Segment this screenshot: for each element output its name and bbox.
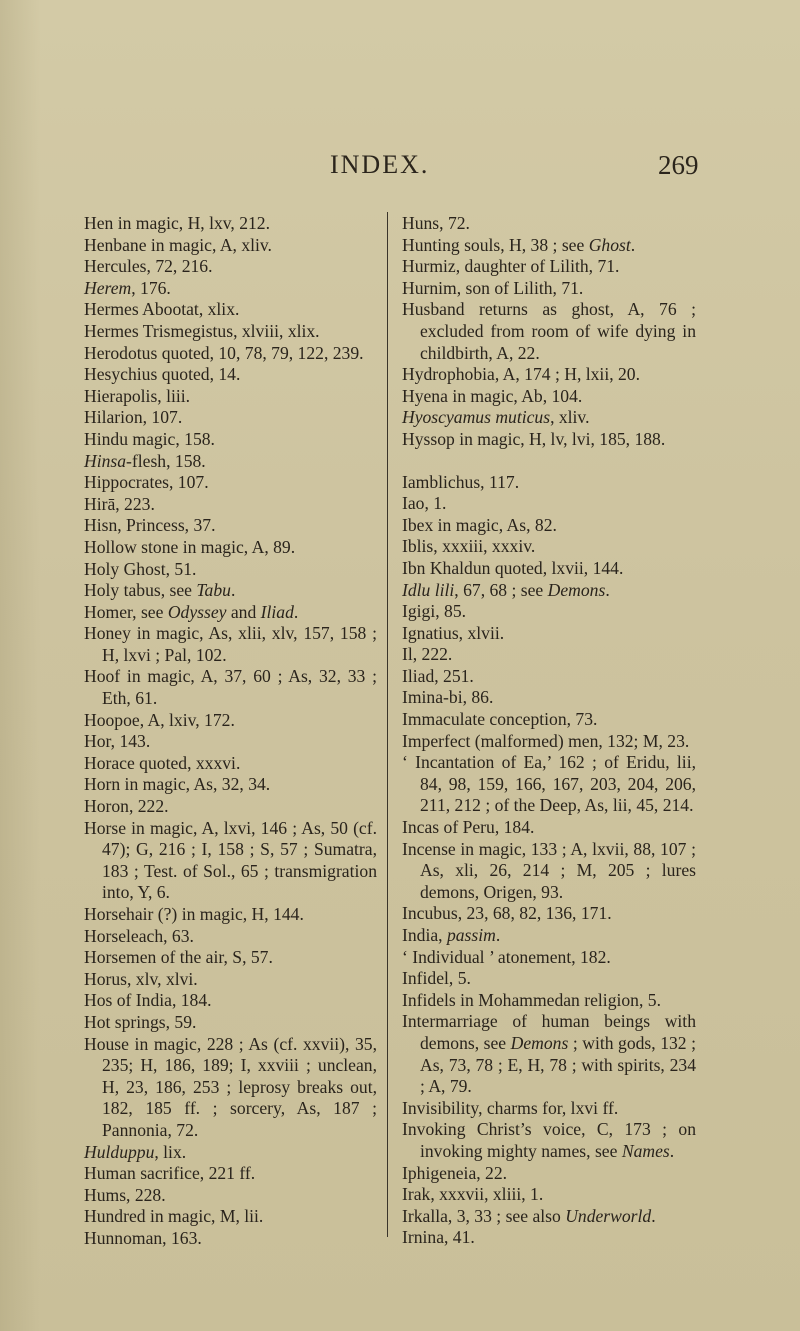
index-entry: [402, 752, 696, 817]
index-entry-text: .: [651, 1205, 656, 1226]
index-entry-text: Hisn, Princess, 37.: [84, 515, 216, 536]
index-entry-text: Hierapolis, liii.: [84, 385, 191, 406]
index-entry-text: , lix.: [154, 1141, 187, 1162]
index-entry-text: and: [226, 601, 261, 622]
index-entry-italic-text: Hinsa: [84, 450, 127, 471]
index-entry: [84, 407, 377, 429]
index-entry-text: House in magic, 228 ; As (cf. xxvii), 35, 235; H, 186, 189; I, xxviii ; unclean, H, 23, 186, 253 ; leprosy breaks out, 182, 185 ff. ; sorcery, As, 187 ; Pannonia, 72.: [84, 1033, 377, 1140]
index-entry: [402, 386, 696, 408]
index-entry: [402, 1011, 696, 1097]
index-entry-text: Hilarion, 107.: [84, 407, 183, 428]
index-entry: [84, 753, 377, 775]
index-entry-text: Herodotus quoted, 10, 78, 79, 122, 239.: [84, 342, 364, 363]
index-entry: [402, 709, 696, 731]
page-header: [0, 150, 800, 190]
index-entry-text: Hindu magic, 158.: [84, 428, 215, 449]
index-entry: [84, 796, 377, 818]
index-entry-text: Horseleach, 63.: [84, 925, 194, 946]
index-entry-italic-text: Tabu: [196, 580, 231, 601]
index-entry-text: .: [669, 1140, 675, 1161]
index-entry: [84, 386, 377, 408]
index-entry-text: Infidel, 5.: [402, 968, 471, 989]
index-entry: [84, 1185, 377, 1207]
index-entry: [84, 947, 377, 969]
index-entry: [84, 1012, 377, 1034]
index-entry: [84, 429, 377, 451]
index-entry: [402, 687, 696, 709]
index-entry-text: Immaculate conception, 73.: [402, 709, 598, 730]
index-entry-text: Hydrophobia, A, 174 ; H, lxii, 20.: [402, 364, 640, 385]
index-entry: [402, 601, 696, 623]
index-entry-italic-text: Ghost: [588, 234, 631, 255]
index-entry: [402, 364, 696, 386]
index-entry-italic-text: Iliad: [260, 601, 294, 622]
index-entry-italic-text: Demons: [547, 579, 606, 600]
index-entry-text: Hippocrates, 107.: [84, 472, 209, 493]
index-entry-text: Holy tabus, see: [84, 580, 197, 601]
index-entry-text: Invisibility, charms for, lxvi ff.: [402, 1097, 619, 1118]
index-entry: [402, 256, 696, 278]
index-entry: [84, 710, 377, 732]
index-entry-text: ‘ Individual ’ atonement, 182.: [402, 946, 611, 967]
index-entry-text: Hyena in magic, Ab, 104.: [402, 385, 583, 406]
index-entry: [84, 602, 377, 624]
index-entry-text: Hunnoman, 163.: [84, 1227, 202, 1248]
index-entry-text: Honey in magic, As, xlii, xlv, 157, 158 ; H, lxvi ; Pal, 102.: [84, 623, 377, 665]
index-entry-text: Infidels in Mohammedan religion, 5.: [402, 989, 661, 1010]
index-entry-text: -flesh, 158.: [126, 450, 206, 471]
index-entry-text: .: [293, 601, 299, 622]
index-entry-italic-text: Demons: [510, 1032, 569, 1053]
index-entry: [84, 213, 377, 235]
index-entry: [402, 666, 696, 688]
index-entry-text: Horace quoted, xxxvi.: [84, 752, 241, 773]
index-entry-italic-text: passim: [446, 925, 496, 945]
index-entry-italic-text: Herem: [84, 277, 132, 298]
index-entry: [84, 904, 377, 926]
index-entry-text: Hundred in magic, M, lii.: [84, 1206, 264, 1227]
index-entry-text: .: [630, 234, 636, 255]
index-entry: [402, 1098, 696, 1120]
index-entry-text: Hor, 143.: [84, 731, 151, 752]
index-entry: [402, 731, 696, 753]
index-entry-text: Iliad, 251.: [402, 665, 474, 686]
index-entry-text: Hesychius quoted, 14.: [84, 364, 241, 385]
index-entry: [402, 429, 696, 451]
index-entry-text: Hot springs, 59.: [84, 1011, 197, 1032]
index-entry-text: .: [230, 580, 236, 601]
index-entry-italic-text: Odyssey: [167, 601, 227, 622]
index-entry: [402, 947, 696, 969]
index-entry: [402, 515, 696, 537]
index-entry-italic-text: Hyoscyamus muticus: [402, 407, 551, 428]
index-entry: [84, 299, 377, 321]
index-entry: [84, 537, 377, 559]
index-entry: [84, 1142, 377, 1164]
index-entry-text: Incas of Peru, 184.: [402, 817, 535, 838]
index-entry-text: Iamblichus, 117.: [402, 471, 520, 492]
index-entry: [402, 925, 696, 947]
index-entry-text: Invoking Christ’s voice, C, 173 ; on invoking mighty names, see: [402, 1119, 696, 1161]
index-entry-text: Horsemen of the air, S, 57.: [84, 947, 273, 968]
index-entry-text: Irnina, 41.: [402, 1227, 475, 1248]
index-entry: [402, 968, 696, 990]
index-entry: [402, 407, 696, 429]
index-entry: [402, 299, 696, 364]
index-entry-text: Ibn Khaldun quoted, lxvii, 144.: [402, 557, 624, 578]
index-entry-text: Ignatius, xlvii.: [402, 622, 505, 643]
column-divider: [387, 212, 388, 1237]
index-entry: [402, 1163, 696, 1185]
index-entry: [84, 731, 377, 753]
index-entry-text: , 67, 68 ; see: [454, 579, 548, 600]
index-entry-text: Igigi, 85.: [402, 601, 467, 622]
index-entry: [402, 278, 696, 300]
index-entry: [84, 494, 377, 516]
index-entry-italic-text: Names: [621, 1140, 670, 1161]
index-entry: [84, 1206, 377, 1228]
index-entry: [402, 644, 696, 666]
index-entry: [402, 213, 696, 235]
index-entry-text: Hermes Trismegistus, xlviii, xlix.: [84, 320, 320, 341]
index-column-left: [84, 213, 377, 1250]
index-entry-text: Hirā, 223.: [84, 493, 155, 514]
index-entry: [84, 969, 377, 991]
index-entry: [402, 1119, 696, 1162]
index-column-right: [402, 213, 696, 1249]
index-entry-text: Iphigeneia, 22.: [402, 1162, 508, 1183]
index-entry-text: Hyssop in magic, H, lv, lvi, 185, 188.: [402, 428, 666, 449]
index-entry-text: Irak, xxxvii, xliii, 1.: [402, 1184, 544, 1205]
index-entry-text: Iao, 1.: [402, 493, 447, 514]
index-entry-text: Hen in magic, H, lxv, 212.: [84, 213, 271, 233]
index-entry: [84, 515, 377, 537]
index-entry: [84, 1034, 377, 1142]
index-entry-text: India,: [402, 925, 447, 945]
running-head-title: INDEX.: [330, 150, 430, 179]
index-entry-text: Intermarriage of human beings with demons, see: [402, 1011, 696, 1053]
index-entry-text: .: [495, 925, 501, 945]
index-entry: [402, 493, 696, 515]
index-entry-text: ; with gods, 132 ; As, 73, 78 ; E, H, 78 ; with spirits, 234 ; A, 79.: [420, 1032, 696, 1097]
index-entry-text: Imina-bi, 86.: [402, 687, 494, 708]
index-entry: [84, 559, 377, 581]
index-entry-text: Il, 222.: [402, 644, 453, 665]
index-entry: [84, 343, 377, 365]
index-entry-text: Hermes Abootat, xlix.: [84, 299, 240, 320]
index-entry-text: Huns, 72.: [402, 213, 470, 233]
index-entry: [402, 817, 696, 839]
index-entry-text: Human sacrifice, 221 ff.: [84, 1163, 256, 1184]
index-entry: [84, 278, 377, 300]
index-entry-text: Horon, 222.: [84, 796, 169, 817]
index-entry-text: Hoopoe, A, lxiv, 172.: [84, 709, 235, 730]
section-gap: [402, 451, 696, 472]
index-entry-text: , xliv.: [550, 407, 590, 428]
index-entry-text: Ibex in magic, As, 82.: [402, 514, 557, 535]
index-entry: [84, 256, 377, 278]
index-entry-text: , 176.: [131, 277, 171, 298]
index-entry-text: .: [605, 579, 610, 600]
index-entry-text: Incense in magic, 133 ; A, lxvii, 88, 107 ; As, xli, 26, 214 ; M, 205 ; lures demons, Origen, 93.: [402, 838, 696, 902]
index-entry: [84, 774, 377, 796]
page-gutter-shadow: [0, 0, 40, 1331]
page-number: 269: [658, 150, 699, 180]
index-entry-text: Holy Ghost, 51.: [84, 558, 197, 579]
index-entry: [402, 990, 696, 1012]
index-entry: [402, 839, 696, 904]
index-entry-text: Horse in magic, A, lxvi, 146 ; As, 50 (cf. 47); G, 216 ; I, 158 ; S, 57 ; Sumatra, 183 ; Test. of Sol., 65 ; transmigration into, Y, 6.: [84, 817, 377, 903]
index-entry: [402, 536, 696, 558]
index-entry-text: Homer, see: [84, 601, 168, 622]
index-entry-text: Hercules, 72, 216.: [84, 256, 213, 277]
index-entry-text: Horsehair (?) in magic, H, 144.: [84, 904, 304, 924]
index-entry-text: Hunting souls, H, 38 ; see: [402, 234, 589, 255]
index-entry-text: Hoof in magic, A, 37, 60 ; As, 32, 33 ; Eth, 61.: [84, 666, 377, 709]
index-entry: [84, 321, 377, 343]
index-entry: [402, 1206, 696, 1228]
index-entry-text: Horn in magic, As, 32, 34.: [84, 774, 271, 795]
index-entry-text: ‘ Incantation of Ea,’ 162 ; of Eridu, lii, 84, 98, 159, 166, 167, 203, 204, 206, 211, 212 ; of the Deep, As, lii, 45, 214.: [402, 752, 696, 816]
index-entry: [402, 1184, 696, 1206]
index-entry-italic-text: Underworld: [565, 1205, 652, 1226]
index-entry-text: Hums, 228.: [84, 1184, 166, 1205]
index-entry: [402, 1227, 696, 1249]
index-entry-text: Hurmiz, daughter of Lilith, 71.: [402, 256, 620, 277]
index-entry: [402, 580, 696, 602]
index-entry-text: Hurnim, son of Lilith, 71.: [402, 277, 584, 298]
index-entry-text: Iblis, xxxiii, xxxiv.: [402, 536, 536, 557]
index-entry: [84, 472, 377, 494]
index-entry-text: Imperfect (malformed) men, 132; M, 23.: [402, 730, 690, 751]
index-entry-italic-text: Idlu lili: [402, 579, 455, 600]
index-entry: [84, 1163, 377, 1185]
index-entry: [84, 990, 377, 1012]
index-entry: [84, 623, 377, 666]
index-entry: [84, 451, 377, 473]
index-entry: [402, 903, 696, 925]
index-entry: [84, 926, 377, 948]
index-entry-text: Henbane in magic, A, xliv.: [84, 234, 272, 255]
index-entry-text: Incubus, 23, 68, 82, 136, 171.: [402, 903, 612, 924]
index-entry-text: Horus, xlv, xlvi.: [84, 968, 198, 989]
index-entry: [402, 235, 696, 257]
index-entry-text: Irkalla, 3, 33 ; see also: [402, 1205, 566, 1226]
index-entry-text: Hos of India, 184.: [84, 990, 212, 1011]
index-entry: [402, 558, 696, 580]
index-entry: [84, 364, 377, 386]
index-entry-text: Husband returns as ghost, A, 76 ; excluded from room of wife dying in childbirth, A, 22.: [402, 299, 696, 363]
index-entry: [84, 666, 377, 709]
index-entry: [84, 1228, 377, 1250]
index-entry: [84, 235, 377, 257]
index-entry: [402, 472, 696, 494]
index-entry: [84, 580, 377, 602]
index-entry: [402, 623, 696, 645]
index-entry-italic-text: Hulduppu: [84, 1141, 155, 1162]
index-entry-text: Hollow stone in magic, A, 89.: [84, 536, 296, 557]
index-entry: [84, 818, 377, 904]
